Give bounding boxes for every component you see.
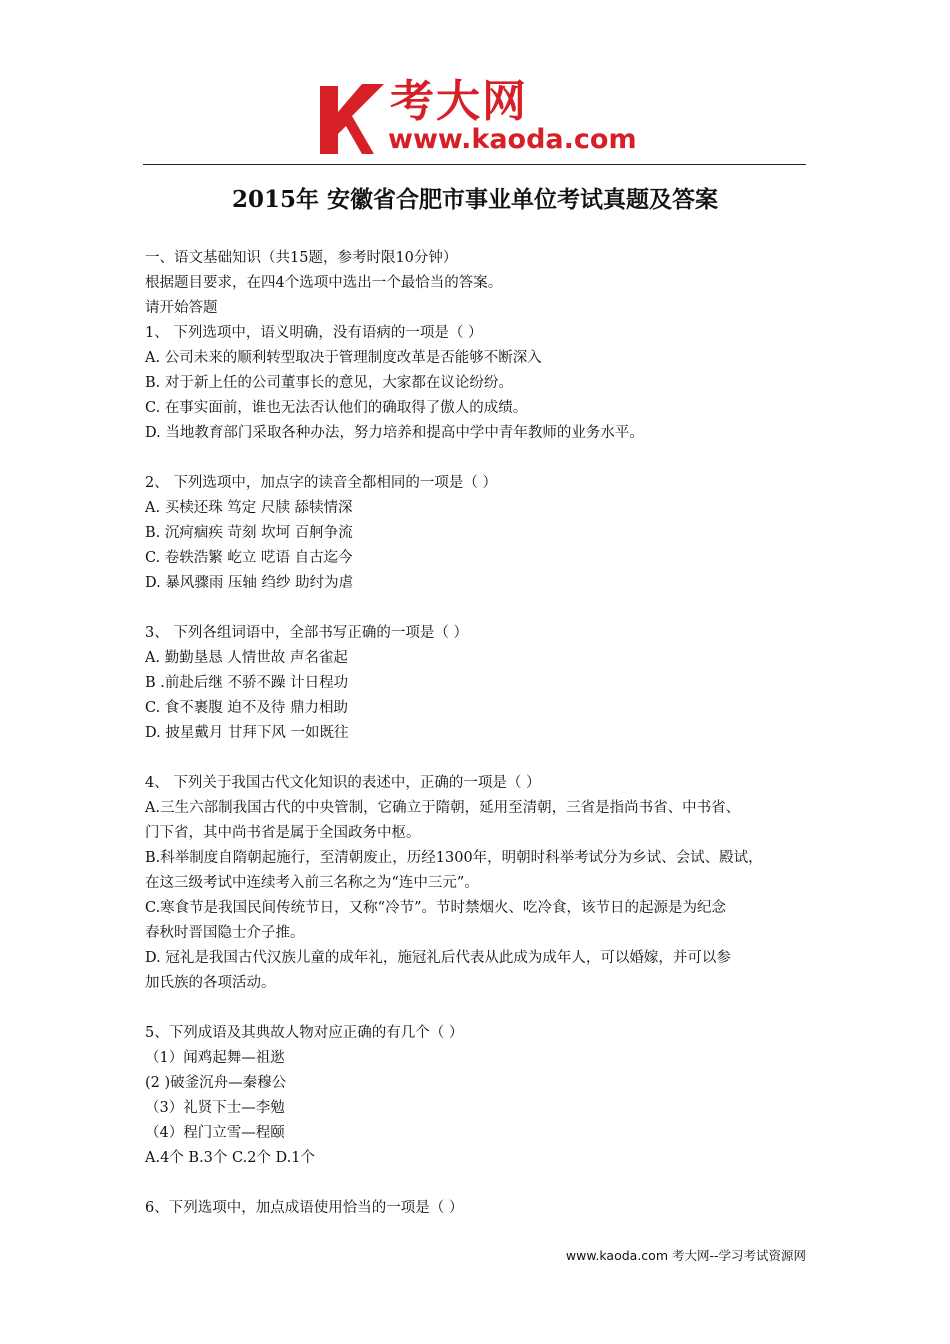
question-4-line: 门下省，其中尚书省是属于全国政务中枢。 — [145, 825, 421, 841]
question-4-line: D. 冠礼是我国古代汉族儿童的成年礼，施冠礼后代表从此成为成年人，可以婚嫁，并可以参 — [145, 950, 731, 966]
header-divider — [143, 164, 806, 165]
question-4-line: C.寒食节是我国民间传统节日，又称“冷节”。节时禁烟火、吃冷食，该节日的起源是为纪念 — [145, 900, 727, 916]
page-footer: www.kaoda.com 考大网--学习考试资源网 — [565, 1248, 806, 1263]
question-1-option-b: B. 对于新上任的公司董事长的意见，大家都在议论纷纷。 — [145, 375, 513, 391]
question-5-item: (2 )破釜沉舟—秦穆公 — [145, 1075, 287, 1091]
spacer — [145, 1171, 810, 1196]
spacer — [145, 446, 810, 471]
question-4-stem: 4、 下列关于我国古代文化知识的表述中，正确的一项是（ ） — [145, 775, 541, 791]
page-title: 2015年 安徽省合肥市事业单位考试真题及答案 — [231, 186, 719, 213]
question-5-item: （3）礼贤下士—李勉 — [145, 1100, 285, 1116]
spacer — [145, 596, 810, 621]
question-2-option-d: D. 暴风骤雨 压轴 绉纱 助纣为虐 — [145, 575, 354, 591]
question-4-line: 春秋时晋国隐士介子推。 — [145, 925, 305, 941]
question-3-option-d: D. 披星戴月 甘拜下风 一如既往 — [145, 725, 349, 741]
question-3-option-a: A. 勤勤垦恳 人情世故 声名雀起 — [145, 650, 348, 666]
question-3-option-b: B .前赴后继 不骄不躁 计日程功 — [145, 675, 349, 691]
question-2-option-c: C. 卷轶浩繁 屹立 呓语 自古迄今 — [145, 550, 353, 566]
k-logo-icon — [318, 80, 388, 156]
question-4-line: 加氏族的各项活动。 — [145, 975, 276, 991]
section-heading: 一、语文基础知识（共15题，参考时限10分钟） — [145, 250, 458, 266]
question-1-option-d: D. 当地教育部门采取各种办法，努力培养和提高中学中青年教师的业务水平。 — [145, 425, 644, 441]
logo-brand-cn: 考大网 — [390, 76, 528, 127]
spacer — [145, 996, 810, 1021]
question-2-stem: 2、 下列选项中，加点字的读音全都相同的一项是（ ） — [145, 475, 497, 491]
question-1-option-c: C. 在事实面前，谁也无法否认他们的确取得了傲人的成绩。 — [145, 400, 528, 416]
question-5-answers: A.4个 B.3个 C.2个 D.1个 — [145, 1150, 315, 1166]
question-2-option-a: A. 买椟还珠 笃定 尺牍 舔犊情深 — [145, 500, 353, 516]
question-1-stem: 1、 下列选项中，语义明确，没有语病的一项是（ ） — [145, 325, 483, 341]
question-5-item: （1）闻鸡起舞—祖逖 — [145, 1050, 285, 1066]
question-4-line: 在这三级考试中连续考入前三名称之为“连中三元”。 — [145, 875, 479, 891]
start-prompt: 请开始答题 — [145, 300, 218, 316]
question-3-stem: 3、 下列各组词语中，全部书写正确的一项是（ ） — [145, 625, 468, 641]
question-3-option-c: C. 食不裹腹 迫不及待 鼎力相助 — [145, 700, 349, 716]
question-5-item: （4）程门立雪—程颐 — [145, 1125, 285, 1141]
logo-url: www.kaoda.com — [388, 124, 637, 155]
spacer — [145, 746, 810, 771]
question-5-stem: 5、下列成语及其典故人物对应正确的有几个（ ） — [145, 1025, 464, 1041]
kaoda-logo — [318, 78, 638, 160]
instructions: 根据题目要求，在四4个选项中选出一个最恰当的答案。 — [145, 275, 503, 291]
exam-content — [145, 246, 810, 1221]
question-1-option-a: A. 公司未来的顺利转型取决于管理制度改革是否能够不断深入 — [145, 350, 542, 366]
question-6-stem: 6、下列选项中，加点成语使用恰当的一项是（ ） — [145, 1200, 464, 1216]
question-4-line: A.三生六部制我国古代的中央管制，它确立于隋朝，延用至清朝，三省是指尚书省、中书省、 — [145, 800, 741, 816]
question-4-line: B.科举制度自隋朝起施行，至清朝废止，历经1300年，明朝时科举考试分为乡试、会试、殿试， — [145, 850, 763, 866]
question-2-option-b: B. 沉疴痼疾 苛刻 坎坷 百舸争流 — [145, 525, 353, 541]
